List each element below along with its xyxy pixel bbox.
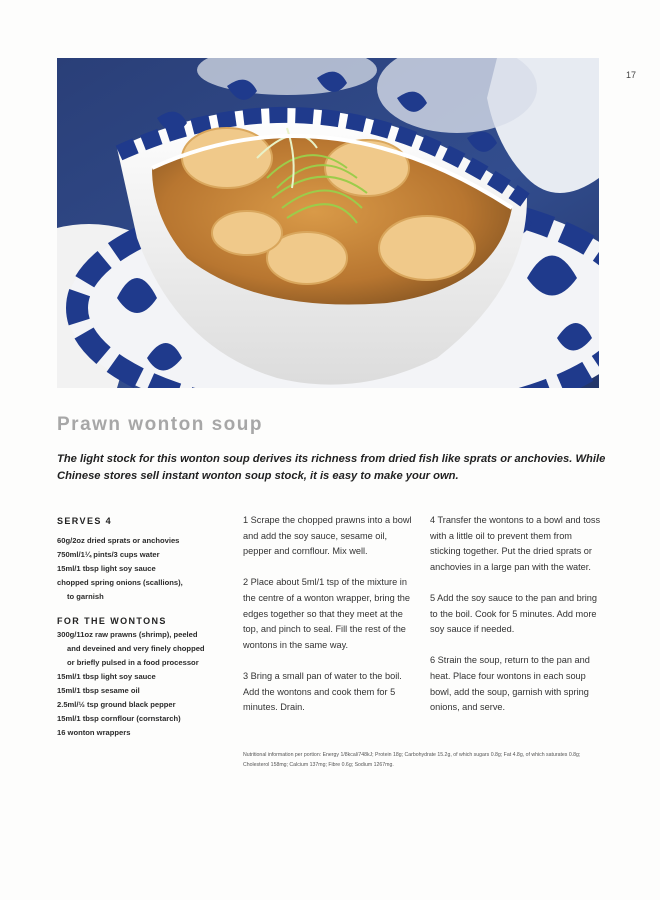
recipe-title: Prawn wonton soup <box>57 414 263 435</box>
wonton-ingredient-line: 16 wonton wrappers <box>57 728 131 738</box>
method-column-2 <box>430 513 602 731</box>
ingredient-line: 15ml/1 tbsp light soy sauce <box>57 564 156 574</box>
soup-photo <box>57 58 599 388</box>
nutrition-info: Nutritional information per portion: Energy 1/8kcal/748kJ; Protein 18g; Carbohydrate 15.2g, of which sugars 0.8g; Fat 4.8g, of which saturates 0.8g; Cholesterol 158mg; Calcium 137mg; Fibre 0.6g; Sodium 1267mg. <box>243 752 581 768</box>
method-step-5: 5 Add the soy sauce to the pan and bring to the boil. Cook for 5 minutes. Add more soy sauce if needed. <box>430 592 598 635</box>
ingredient-line: 60g/2oz dried sprats or anchovies <box>57 536 180 546</box>
ingredient-line: 750ml/1¼ pints/3 cups water <box>57 550 160 560</box>
wonton-ingredient-line: 300g/11oz raw prawns (shrimp), peeled <box>57 629 198 639</box>
wonton-ingredient-line: and deveined and very finely chopped <box>67 643 205 653</box>
wonton-ingredient-line: 15ml/1 tbsp light soy sauce <box>57 671 156 681</box>
method-step-6: 6 Strain the soup, return to the pan and heat. Place four wontons in each soup bowl, add the soup, garnish with spring onions, and serve. <box>430 655 590 713</box>
method-step-4: 4 Transfer the wontons to a bowl and toss with a little oil to prevent them from sticking together. Put the dried sprats or anchovies in a large pan with the water. <box>430 515 601 572</box>
wonton-ingredient-line: 2.5ml/½ tsp ground black pepper <box>57 700 176 710</box>
ingredient-line: to garnish <box>67 592 104 602</box>
method-column-1 <box>243 513 415 731</box>
recipe-intro: The light stock for this wonton soup derives its richness from dried fish like sprats or anchovies. While Chinese stores sell instant wonton soup stock, it is easy to make your own. <box>57 453 606 482</box>
page-number: 17 <box>626 70 637 80</box>
method-step-1: 1 Scrape the chopped prawns into a bowl and add the soy sauce, sesame oil, pepper and cornflour. Mix well. <box>243 515 412 557</box>
ingredients-column <box>57 514 227 740</box>
wonton-ingredient-line: 15ml/1 tbsp cornflour (cornstarch) <box>57 714 181 724</box>
serves-heading: SERVES 4 <box>57 516 113 526</box>
wonton-ingredient-line: or briefly pulsed in a food processor <box>67 657 199 667</box>
wontons-heading: FOR THE WONTONS <box>57 615 167 626</box>
ingredient-line: chopped spring onions (scallions), <box>57 578 183 588</box>
wonton-ingredient-line: 15ml/1 tbsp sesame oil <box>57 685 140 695</box>
method-step-2: 2 Place about 5ml/1 tsp of the mixture in the centre of a wonton wrapper, bring the edges together so that they meet at the top, and pinch to seal. Fill the rest of the wontons in the same way. <box>243 577 411 650</box>
method-step-3: 3 Bring a small pan of water to the boil. Add the wontons and cook them for 5 minutes. Drain. <box>243 670 402 713</box>
